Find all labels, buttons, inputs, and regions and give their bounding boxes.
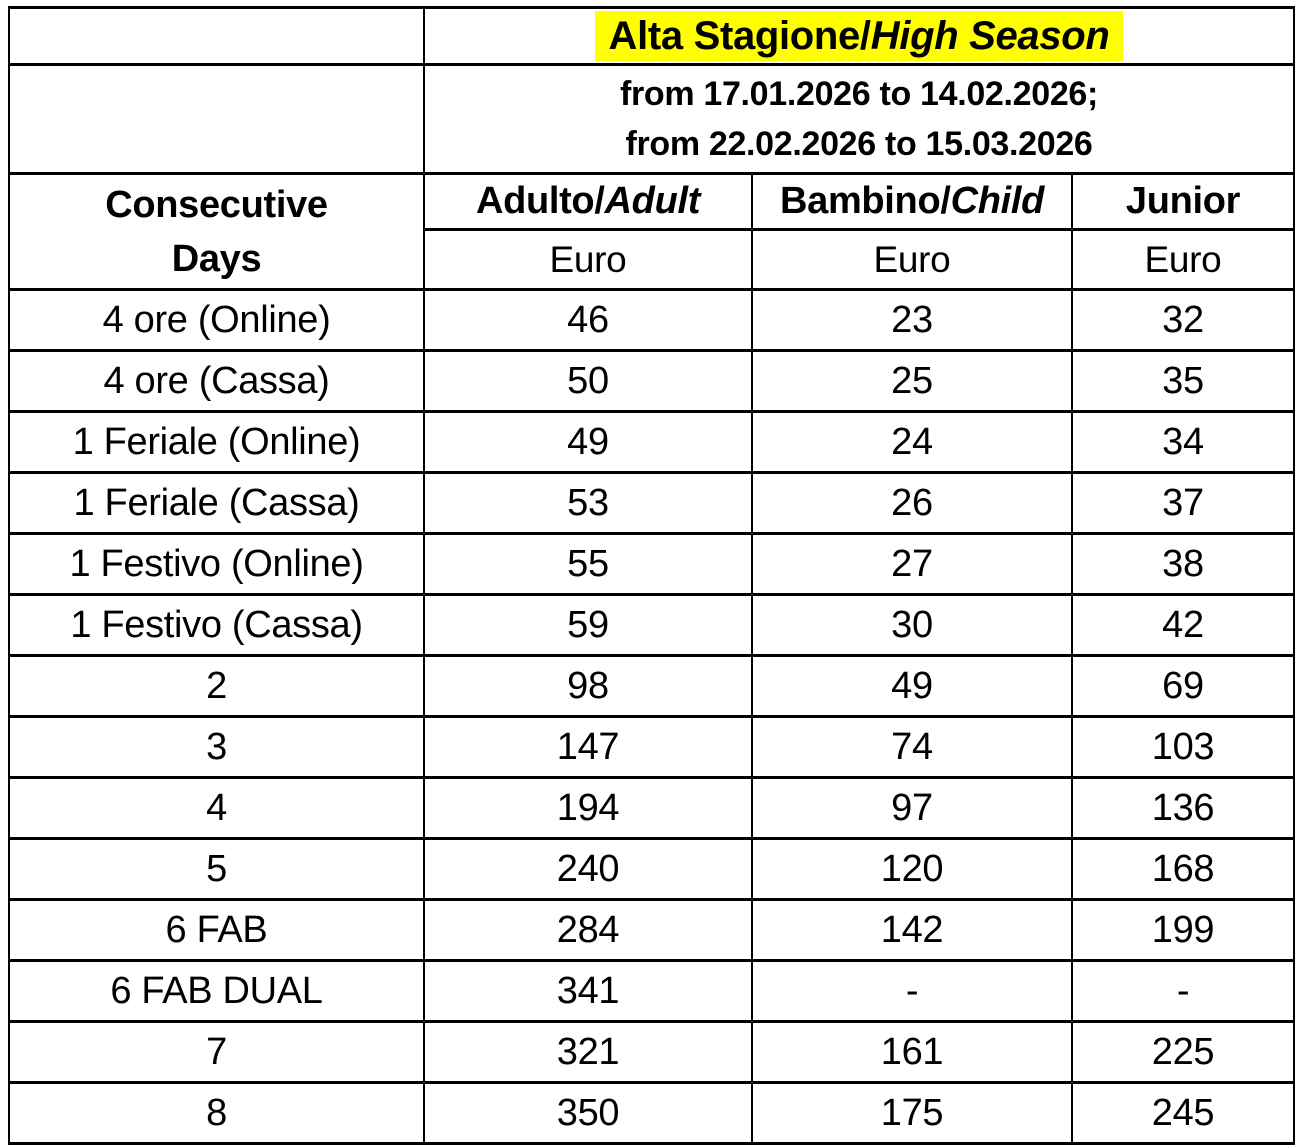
price-child: 27 (752, 534, 1072, 595)
row-label: 3 (9, 717, 424, 778)
price-adult: 284 (424, 900, 752, 961)
price-child: 120 (752, 839, 1072, 900)
price-junior: 136 (1072, 778, 1294, 839)
adult-label-regular: Adulto/ (475, 180, 605, 222)
price-adult: 55 (424, 534, 752, 595)
unit-cell-adult: Euro (424, 230, 752, 290)
price-junior: 35 (1072, 351, 1294, 412)
row-label: 4 ore (Cassa) (9, 351, 424, 412)
price-junior: - (1072, 961, 1294, 1022)
unit-cell-child: Euro (752, 230, 1072, 290)
price-child: 30 (752, 595, 1072, 656)
price-adult: 50 (424, 351, 752, 412)
price-junior: 245 (1072, 1083, 1294, 1144)
row-label: 1 Feriale (Cassa) (9, 473, 424, 534)
table-row-5-days (9, 839, 1294, 900)
price-child: 24 (752, 412, 1072, 473)
price-junior: 32 (1072, 290, 1294, 351)
date-range-line2: from 22.02.2026 to 15.03.2026 (625, 125, 1093, 163)
table-row-6-fab-dual (9, 961, 1294, 1022)
price-child: - (752, 961, 1072, 1022)
price-junior: 199 (1072, 900, 1294, 961)
price-adult: 240 (424, 839, 752, 900)
empty-corner-cell-1 (9, 8, 424, 65)
date-range-row (9, 65, 1294, 174)
price-child: 23 (752, 290, 1072, 351)
price-child: 49 (752, 656, 1072, 717)
price-child: 26 (752, 473, 1072, 534)
row-label: 4 ore (Online) (9, 290, 424, 351)
table-row-8-days (9, 1083, 1294, 1144)
price-adult: 341 (424, 961, 752, 1022)
column-header-adult (424, 174, 752, 230)
price-adult: 350 (424, 1083, 752, 1144)
price-adult: 53 (424, 473, 752, 534)
empty-corner-cell-2 (9, 65, 424, 174)
consecutive-days-line1: Consecutive (105, 183, 328, 226)
price-junior: 69 (1072, 656, 1294, 717)
date-range-cell (424, 65, 1294, 174)
column-header-junior (1072, 174, 1294, 230)
price-adult: 59 (424, 595, 752, 656)
price-adult: 46 (424, 290, 752, 351)
column-header-row (9, 174, 1294, 230)
season-header-row (9, 8, 1294, 65)
price-junior: 42 (1072, 595, 1294, 656)
table-row-4-ore-online (9, 290, 1294, 351)
row-label: 7 (9, 1022, 424, 1083)
price-child: 74 (752, 717, 1072, 778)
season-title-italic: High Season (870, 14, 1110, 58)
table-row-1-festivo-cassa (9, 595, 1294, 656)
price-junior: 38 (1072, 534, 1294, 595)
table-row-1-feriale-cassa (9, 473, 1294, 534)
row-label: 1 Festivo (Cassa) (9, 595, 424, 656)
table-row-4-ore-cassa (9, 351, 1294, 412)
price-adult: 321 (424, 1022, 752, 1083)
child-label-italic: Child (950, 180, 1044, 222)
table-row-6-fab (9, 900, 1294, 961)
season-header-cell (424, 8, 1294, 65)
price-junior: 225 (1072, 1022, 1294, 1083)
price-junior: 168 (1072, 839, 1294, 900)
price-junior: 34 (1072, 412, 1294, 473)
unit-cell-junior: Euro (1072, 230, 1294, 290)
table-row-2-days (9, 656, 1294, 717)
table-row-4-days (9, 778, 1294, 839)
row-label: 1 Festivo (Online) (9, 534, 424, 595)
consecutive-days-line2: Days (171, 237, 262, 280)
price-junior: 37 (1072, 473, 1294, 534)
price-child: 161 (752, 1022, 1072, 1083)
table-row-7-days (9, 1022, 1294, 1083)
price-adult: 147 (424, 717, 752, 778)
row-label: 6 FAB (9, 900, 424, 961)
row-label: 1 Feriale (Online) (9, 412, 424, 473)
table-row-1-festivo-online (9, 534, 1294, 595)
date-range-line1: from 17.01.2026 to 14.02.2026; (619, 75, 1099, 113)
price-child: 25 (752, 351, 1072, 412)
price-adult: 194 (424, 778, 752, 839)
season-title-highlight (595, 11, 1124, 61)
row-label: 8 (9, 1083, 424, 1144)
consecutive-days-header-cell (9, 174, 424, 290)
child-label-regular: Bambino/ (780, 180, 951, 222)
row-label: 6 FAB DUAL (9, 961, 424, 1022)
table-row-1-feriale-online (9, 412, 1294, 473)
row-label: 5 (9, 839, 424, 900)
price-child: 97 (752, 778, 1072, 839)
row-label: 4 (9, 778, 424, 839)
price-child: 142 (752, 900, 1072, 961)
season-title-regular: Alta Stagione/ (608, 14, 871, 58)
high-season-price-table (8, 6, 1295, 1145)
price-junior: 103 (1072, 717, 1294, 778)
price-adult: 49 (424, 412, 752, 473)
adult-label-italic: Adult (604, 180, 701, 222)
table-row-3-days (9, 717, 1294, 778)
junior-label-regular: Junior (1125, 180, 1241, 222)
price-child: 175 (752, 1083, 1072, 1144)
row-label: 2 (9, 656, 424, 717)
column-header-child (752, 174, 1072, 230)
price-adult: 98 (424, 656, 752, 717)
